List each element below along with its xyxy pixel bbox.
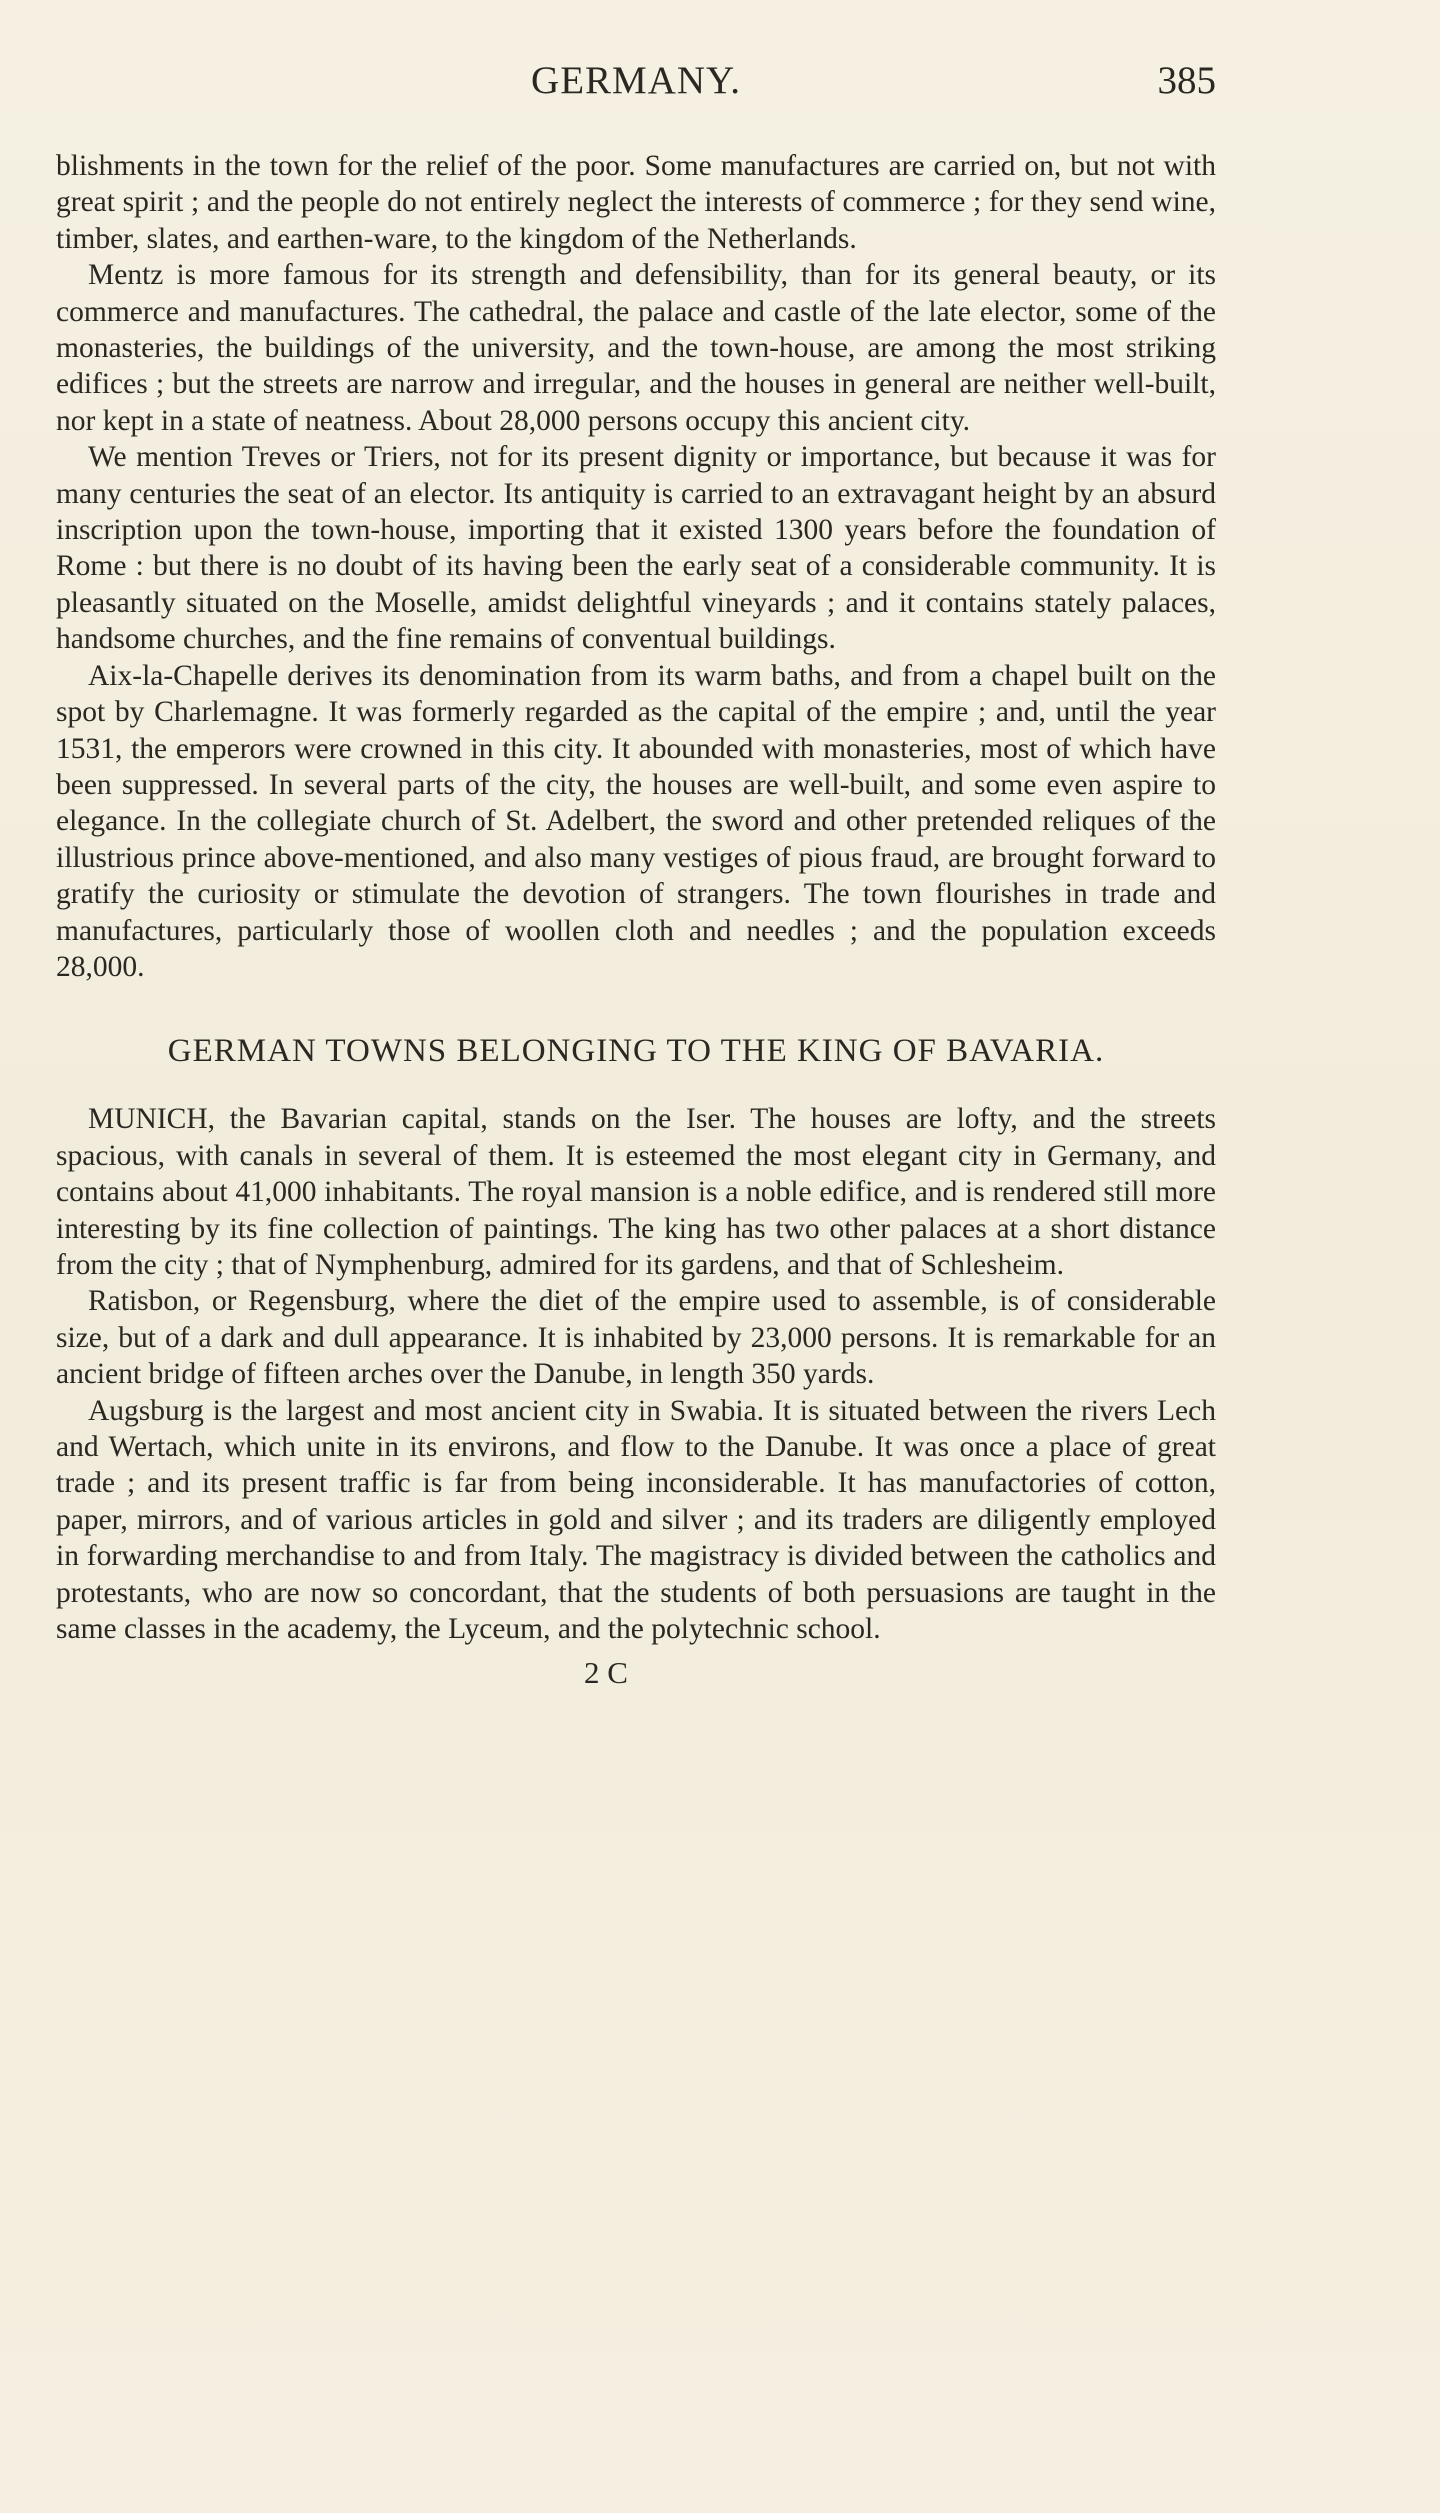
section-heading-bavaria: GERMAN TOWNS BELONGING TO THE KING OF BAVARIA.: [167, 1033, 1105, 1070]
paragraph-aix-la-chapelle: Aix-la-Chapelle derives its denomination from its warm baths, and from a chapel built on the spot by Charlemagne. It was formerly regarded as the capital of the empire ; and, until the year 1531, the emperors were crowned in this city. It abounded with monasteries, most of which have been suppressed. In several parts of the city, the houses are well-built, and some even aspire to elegance. In the collegiate church of St. Adelbert, the sword and other pretended reliques of the illustrious prince above-mentioned, and also many vestiges of pious fraud, are brought forward to gratify the curiosity or stimulate the devotion of strangers. The town flourishes in trade and manufactures, particularly those of woollen cloth and needles ; and the population exceeds 28,000.: [56, 659, 1216, 983]
paragraph-munich: MUNICH, the Bavarian capital, stands on the Iser. The houses are lofty, and the streets spacious, with canals in several of them. It is esteemed the most elegant city in Germany, and contains about 41,000 inhabitants. The royal mansion is a noble edifice, and is rendered still more interesting by its fine collection of paintings. The king has two other palaces at a short distance from the city ; that of Nymphenburg, admired for its gardens, and that of Schlesheim.: [56, 1103, 1216, 1281]
paragraph-treves: We mention Treves or Triers, not for its present dignity or importance, but because it was for many centuries the seat of an elector. Its antiquity is carried to an extravagant height by an absurd inscription upon the town-house, importing that it existed 1300 years before the foundation of Rome : but there is no doubt of its having been the early seat of a considerable community. It is pleasantly situated on the Moselle, amidst delightful vineyards ; and it contains stately palaces, handsome churches, and the fine remains of conventual buildings.: [56, 441, 1216, 656]
page-header: [56, 58, 1216, 118]
signature-mark: 2 C: [584, 1655, 628, 1691]
paragraph-augsburg: Augsburg is the largest and most ancient city in Swabia. It is situated between the rivers Lech and Wertach, which unite in its environs, and flow to the Danube. It was once a place of great trade ; and its present traffic is far from being inconsiderable. It has manufactories of cotton, paper, mirrors, and of various articles in gold and silver ; and its traders are diligently employed in forwarding merchandise to and from Italy. The magistracy is divided between the catholics and protestants, who are now so concordant, that the students of both persuasions are taught in the same classes in the academy, the Lyceum, and the polytechnic school.: [56, 1394, 1216, 1646]
paragraph-mentz: Mentz is more famous for its strength and defensibility, than for its general beauty, or its commerce and manufactures. The cathedral, the palace and castle of the late elector, some of the monasteries, the buildings of the university, and the town-house, are among the most striking edifices ; but the streets are narrow and irregular, and the houses in general are neither well-built, nor kept in a state of neatness. About 28,000 persons occupy this ancient city.: [56, 259, 1216, 437]
paragraph-continuation: blishments in the town for the relief of the poor. Some manufactures are carried on, but not with great spirit ; and the people do not entirely neglect the interests of commerce ; for they send wine, timber, slates, and earthen-ware, to the kingdom of the Netherlands.: [56, 150, 1216, 255]
page-number: 385: [1157, 59, 1216, 102]
running-head: GERMANY.: [531, 59, 741, 102]
page-body: [56, 148, 1216, 1692]
paragraph-ratisbon: Ratisbon, or Regensburg, where the diet of the empire used to assemble, is of considerable size, but of a dark and dull appearance. It is inhabited by 23,000 persons. It is remarkable for an ancient bridge of fifteen arches over the Danube, in length 350 yards.: [56, 1285, 1216, 1391]
